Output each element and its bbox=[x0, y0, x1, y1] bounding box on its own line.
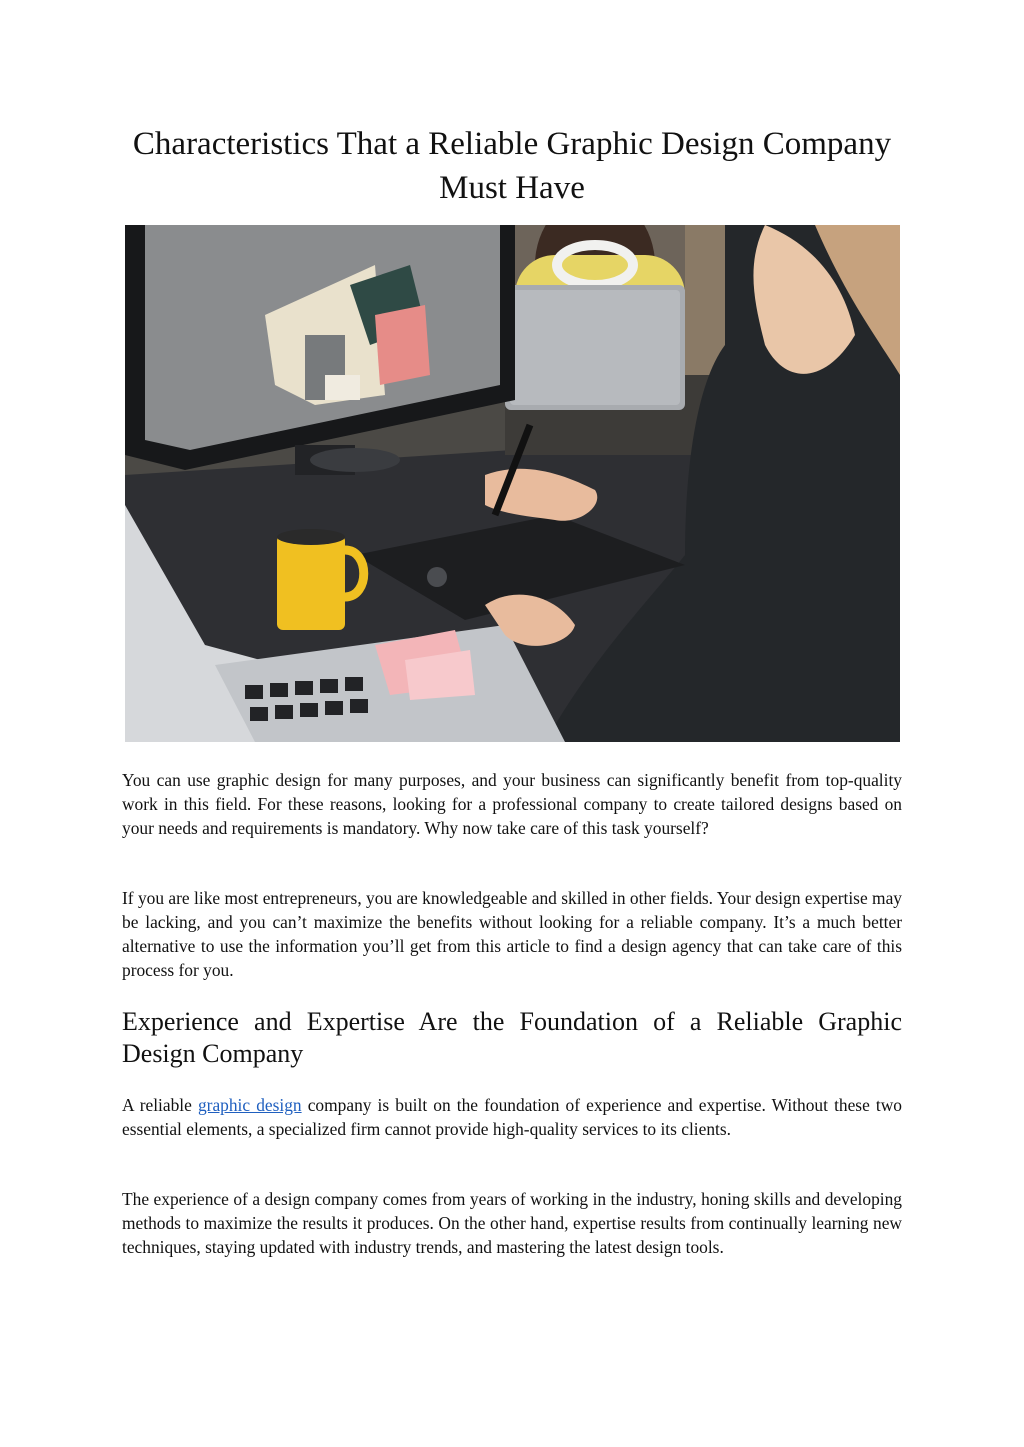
section-heading: Experience and Expertise Are the Foundation of a Reliable Graphic Design Company bbox=[122, 1007, 902, 1068]
section-paragraph-2: The experience of a design company comes from years of working in the industry, honing skills and developing methods to maximize the results it produces. On the other hand, expertise results from continually learning new techniques, staying updated with industry trends, and mastering the latest design tools. bbox=[122, 1189, 902, 1257]
paragraph-text-before-link: A reliable bbox=[122, 1095, 198, 1115]
intro-paragraph-1: You can use graphic design for many purposes, and your business can significantly benefit from top-quality work in this field. For these reasons, looking for a professional company to create tailored designs based on your needs and requirements is mandatory. Why now take care of this task yourself? bbox=[122, 770, 902, 838]
hero-image bbox=[125, 225, 900, 742]
section-paragraph-1 bbox=[122, 1093, 902, 1141]
page-title: Characteristics That a Reliable Graphic Design Company Must Have bbox=[132, 126, 892, 206]
graphic-design-link[interactable]: graphic design bbox=[197, 1095, 302, 1115]
paragraph-text-after-link: company is built on the foundation of experience and expertise. Without these two essential elements, a specialized firm cannot provide high-quality services to its clients. bbox=[122, 1095, 902, 1139]
intro-paragraph-2: If you are like most entrepreneurs, you are knowledgeable and skilled in other fields. Your design expertise may be lacking, and you can’t maximize the benefits without looking for a reliable company. It’s a much better alternative to use the information you’ll get from this article to find a design agency that can take care of this process for you. bbox=[122, 888, 902, 980]
